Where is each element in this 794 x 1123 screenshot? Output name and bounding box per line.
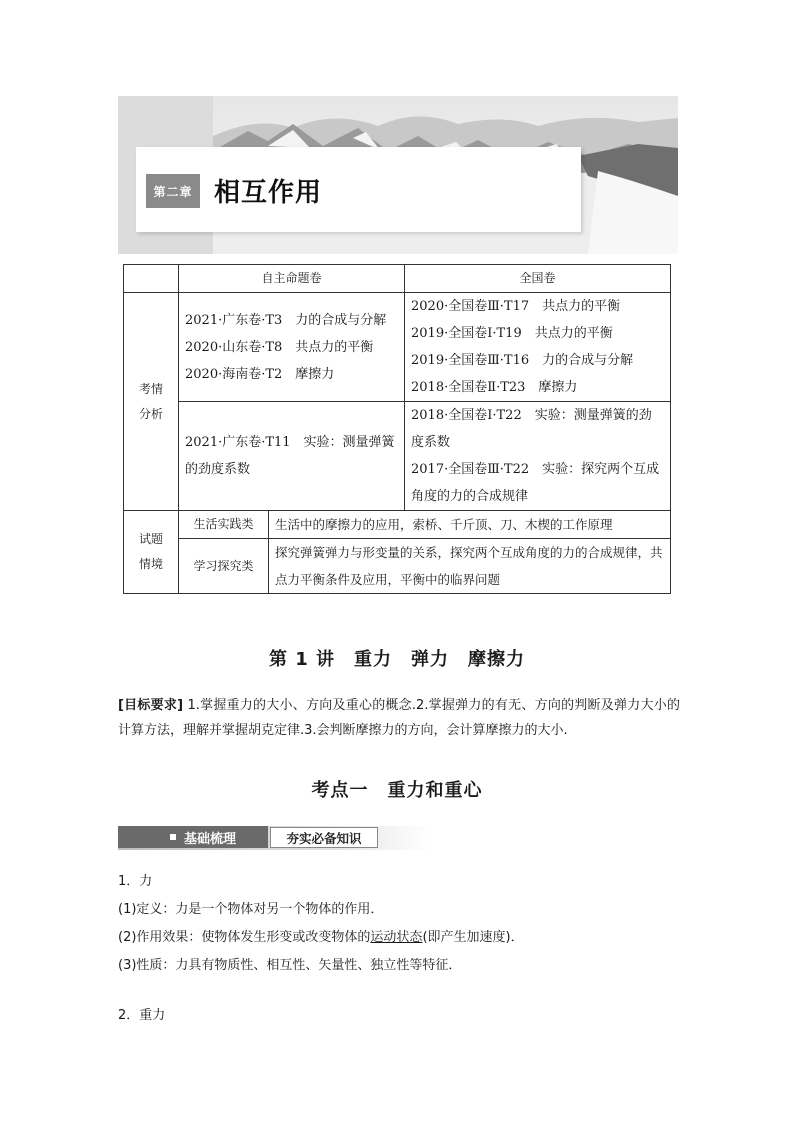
underlined-term: 运动状态: [370, 930, 423, 945]
exam-analysis-table: [123, 264, 671, 594]
section-label-basics: 基础梳理: [118, 826, 268, 848]
chapter-title-box: [136, 147, 581, 232]
chapter-title: 相互作用: [214, 178, 323, 208]
square-bullet-icon: [170, 834, 176, 840]
table-row: [124, 511, 671, 539]
chapter-badge: 第二章: [146, 174, 200, 208]
goals-text: 1.掌握重力的大小、方向及重心的概念.2.掌握弹力的有无、方向的判断及弹力大小的计算方法，理解并掌握胡克定律.3.会判断摩擦力的方向，会计算摩擦力的大小.: [118, 698, 680, 738]
learning-goals: [118, 693, 680, 743]
context-label: 试题 情境: [124, 511, 179, 594]
header-national-exam: 全国卷: [405, 265, 671, 293]
local-exam-cell: 2021·广东卷·T3 力的合成与分解 2020·山东卷·T8 共点力的平衡 2020·海南卷·T2 摩擦力: [179, 293, 405, 402]
national-exam-cell: 2018·全国卷Ⅰ·T22 实验：测量弹簧的劲 度系数 2017·全国卷Ⅲ·T22 实验：探究两个互成 角度的力的合成规律: [405, 402, 671, 511]
context-category: 学习探究类: [179, 539, 269, 594]
context-content: 探究弹簧弹力与形变量的关系，探究两个互成角度的力的合成规律，共点力平衡条件及应用，平衡中的临界问题: [269, 539, 671, 594]
local-exam-cell: 2021·广东卷·T11 实验：测量弹簧 的劲度系数: [179, 402, 405, 511]
gravity-heading: 2．重力: [118, 1008, 166, 1023]
force-effect: (2)作用效果：使物体发生形变或改变物体的运动状态(即产生加速度)．: [118, 930, 524, 945]
table-row: [124, 539, 671, 594]
context-category: 生活实践类: [179, 511, 269, 539]
header-local-exam: 自主命题卷: [179, 265, 405, 293]
lecture-title: 第 1 讲 重力 弹力 摩擦力: [268, 649, 526, 670]
point-title: 考点一 重力和重心: [311, 780, 483, 801]
force-heading: 1．力: [118, 874, 153, 889]
table-row: [124, 402, 671, 511]
analysis-label: 考情 分析: [124, 293, 179, 511]
goals-tag: [目标要求]: [118, 698, 184, 713]
force-definition: (1)定义：力是一个物体对另一个物体的作用．: [118, 902, 384, 917]
header-blank-cell: [124, 265, 179, 293]
table-header-row: [124, 265, 671, 293]
force-nature: (3)性质：力具有物质性、相互性、矢量性、独立性等特征．: [118, 958, 462, 973]
section-label-knowledge: 夯实必备知识: [270, 827, 378, 848]
context-content: 生活中的摩擦力的应用，索桥、千斤顶、刀、木楔的工作原理: [269, 511, 671, 539]
national-exam-cell: 2020·全国卷Ⅲ·T17 共点力的平衡 2019·全国卷Ⅰ·T19 共点力的平衡 2019·全国卷Ⅲ·T16 力的合成与分解 2018·全国卷Ⅱ·T23 摩擦力: [405, 293, 671, 402]
table-row: [124, 293, 671, 402]
